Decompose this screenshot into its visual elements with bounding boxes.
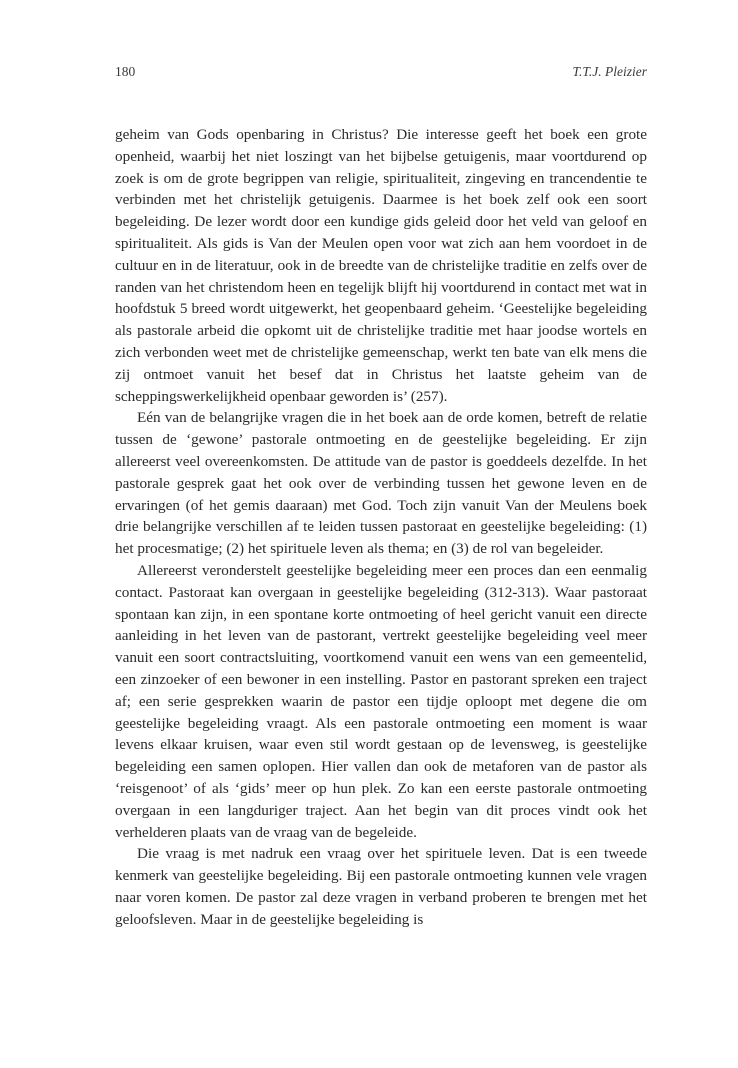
paragraph-1: geheim van Gods openbaring in Christus? Die interesse geeft het boek een grote openheid, waarbij het niet loszingt van het bijbelse getuigenis, maar voortdurend op zoek is om de grote begrippen van religie, spiritualiteit, zingeving en trancendentie te verbinden met het christelijk getuigenis. Daarmee is het boek zelf ook een soort begeleiding. De lezer wordt door een kundige gids geleid door het veld van geloof en spiritualiteit. Als gids is Van der Meulen open voor wat zich aan hem voordoet in de cultuur en in de literatuur, ook in de breedte van de christelijke traditie en zelfs over de randen van het christendom heen en tegelijk blijft hij voortdurend in contact met wat in hoofdstuk 5 breed wordt uitgewerkt, het geopenbaard geheim. ‘Geestelijke begeleiding als pastorale arbeid die opkomt uit de christelijke traditie met haar joodse wortels en zich verbonden weet met de christelijke gemeenschap, werkt ten bate van elk mens die zij ontmoet vanuit het besef dat in Christus het laatste geheim van de scheppingswerkelijkheid openbaar geworden is’ (257). [115,126,647,405]
running-head-author: T.T.J. Pleizier [572,64,647,79]
paragraph-2: Eén van de belangrijke vragen die in het boek aan de orde komen, betreft de relatie tussen de ‘gewone’ pastorale ontmoeting en de geestelijke begeleiding. Er zijn allereerst veel overeenkomsten. De attitude van de pastor is goeddeels dezelfde. In het pastorale gesprek gaat het ook over de verbinding tussen het gewone leven en de ervaringen (of het gemis daaraan) met God. Toch zijn vanuit Van der Meulens boek drie belangrijke verschillen af te leiden tussen pastoraat en geestelijke begeleiding: (1) het procesmatige; (2) het spirituele leven als thema; en (3) de rol van begeleider. [115,409,647,558]
paragraph-4: Die vraag is met nadruk een vraag over het spirituele leven. Dat is een tweede kenmerk van geestelijke begeleiding. Bij een pastorale ontmoeting kunnen vele vragen naar voren komen. De pastor zal deze vragen in verband proberen te brengen met het geloofsleven. Maar in de geestelijke begeleiding is [115,845,647,928]
page-number: 180 [115,64,136,79]
running-head [115,64,647,84]
body-text [115,124,647,930]
paragraph-3: Allereerst veronderstelt geestelijke begeleiding meer een proces dan een eenmalig contact. Pastoraat kan overgaan in geestelijke begeleiding (312-313). Waar pastoraat spontaan kan zijn, in een spontane korte ontmoeting of heel gericht vanuit een directe aanleiding in het leven van de pastorant, vertrekt geestelijke begeleiding veel meer vanuit een soort contractsluiting, voortkomend vanuit een wens van een gemeentelid, een zinzoeker of een bewoner in een instelling. Pastor en pastorant spreken een traject af; een serie gesprekken waarin de pastor een tijdje oploopt met degene die om geestelijke begeleiding vraagt. Als een pastorale ontmoeting een moment is waar levens elkaar kruisen, waar even stil wordt gestaan op de levensweg, is geestelijke begeleiding een samen oplopen. Hier vallen dan ook de metaforen van de pastor als ‘reisgenoot’ of als ‘gids’ meer op hun plek. Zo kan een eerste pastorale ontmoeting overgaan in een langduriger traject. Aan het begin van dit proces vindt ook het verhelderen plaats van de vraag van de begeleide. [115,561,647,841]
